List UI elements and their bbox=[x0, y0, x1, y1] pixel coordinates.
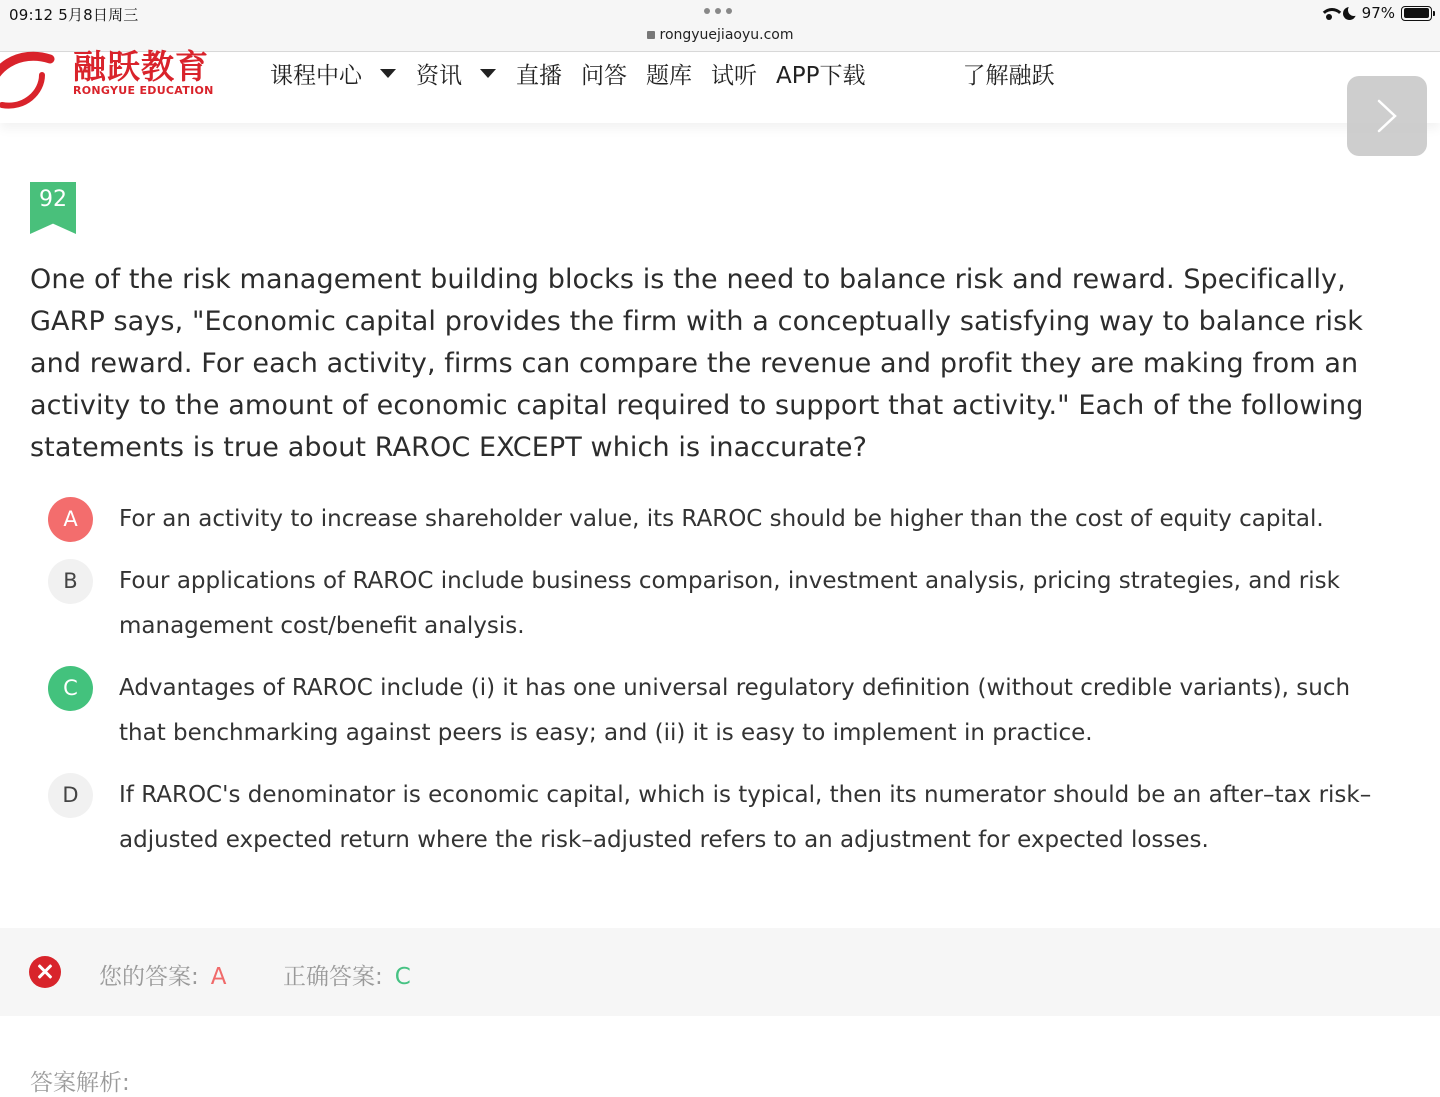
url-text: rongyuejiaoyu.com bbox=[659, 27, 794, 43]
site-header bbox=[0, 47, 1440, 123]
logo-text-cn[interactable]: 融跃教育 bbox=[73, 47, 209, 86]
correct-answer bbox=[283, 958, 411, 991]
status-indicators bbox=[1321, 4, 1432, 22]
option-text: For an activity to increase shareholder value, its RAROC should be higher than the cost of equity capital. bbox=[119, 506, 1324, 532]
nav-item[interactable]: 了解融跃 bbox=[962, 63, 1055, 89]
status-time-date: 09:12 5月8日周三 bbox=[9, 6, 139, 24]
next-question-button[interactable] bbox=[1347, 76, 1427, 156]
answer-result-bar bbox=[0, 928, 1440, 1016]
logo-text-en[interactable]: RONGYUE EDUCATION bbox=[73, 84, 214, 97]
analysis-heading: 答案解析: bbox=[30, 1070, 130, 1096]
option-letter[interactable]: B bbox=[48, 559, 93, 604]
caret-down-icon[interactable] bbox=[380, 69, 396, 78]
option-text: Four applications of RAROC include business comparison, investment analysis, pricing strategies, and risk management cost/benefit analysis. bbox=[119, 568, 1340, 639]
option-letter[interactable]: C bbox=[48, 666, 93, 711]
your-answer-value: A bbox=[210, 964, 227, 990]
wrong-answer-icon bbox=[29, 956, 61, 988]
option-b[interactable] bbox=[48, 559, 1398, 649]
more-dots-icon[interactable] bbox=[704, 8, 732, 14]
battery-percent: 97% bbox=[1361, 4, 1395, 22]
question-number: 92 bbox=[39, 187, 67, 212]
option-letter[interactable]: D bbox=[48, 773, 93, 818]
your-answer-label: 您的答案: bbox=[99, 964, 199, 990]
nav-item[interactable]: 直播 bbox=[516, 63, 562, 89]
battery-icon bbox=[1401, 6, 1432, 21]
logo-mark-icon[interactable] bbox=[0, 47, 60, 109]
chevron-right-icon bbox=[1375, 98, 1399, 134]
wifi-icon bbox=[1321, 7, 1337, 19]
option-a[interactable] bbox=[48, 497, 1398, 542]
caret-down-icon[interactable] bbox=[480, 69, 496, 78]
option-letter[interactable]: A bbox=[48, 497, 93, 542]
nav-item[interactable]: 试听 bbox=[711, 63, 757, 89]
option-text: If RAROC's denominator is economic capital, which is typical, then its numerator should be an after–tax risk–adjusted expected return where the risk–adjusted refers to an adjustment for expected losses. bbox=[119, 782, 1372, 853]
correct-answer-label: 正确答案: bbox=[283, 964, 383, 990]
lock-icon bbox=[647, 31, 655, 39]
nav-item[interactable]: 课程中心 bbox=[270, 63, 362, 89]
option-c[interactable] bbox=[48, 666, 1398, 756]
option-d[interactable] bbox=[48, 773, 1398, 863]
your-answer bbox=[99, 958, 226, 991]
status-bar bbox=[0, 0, 1440, 52]
do-not-disturb-icon bbox=[1343, 7, 1356, 20]
address-bar[interactable] bbox=[0, 27, 1440, 43]
question-number-badge bbox=[30, 182, 76, 234]
option-text: Advantages of RAROC include (i) it has one universal regulatory definition (without credible variants), such that benchmarking against peers is easy; and (ii) it is easy to implement in practice. bbox=[119, 675, 1351, 746]
answer-options bbox=[48, 497, 1398, 880]
correct-answer-value: C bbox=[394, 964, 411, 990]
nav-item[interactable]: 题库 bbox=[646, 63, 692, 89]
nav-item[interactable]: 问答 bbox=[581, 63, 627, 89]
nav-item[interactable]: 资讯 bbox=[416, 63, 462, 89]
main-nav bbox=[270, 57, 1073, 90]
question-stem: One of the risk management building blocks is the need to balance risk and reward. Specifically, GARP says, "Economic capital provides the firm with a conceptually satisfying way to balance risk and reward. For each activity, firms can compare the revenue and profit they are making from an activity to the amount of economic capital required to support that activity." Each of the following statements is true about RAROC EXCEPT which is inaccurate? bbox=[30, 264, 1364, 463]
nav-item[interactable]: APP下载 bbox=[776, 63, 866, 89]
